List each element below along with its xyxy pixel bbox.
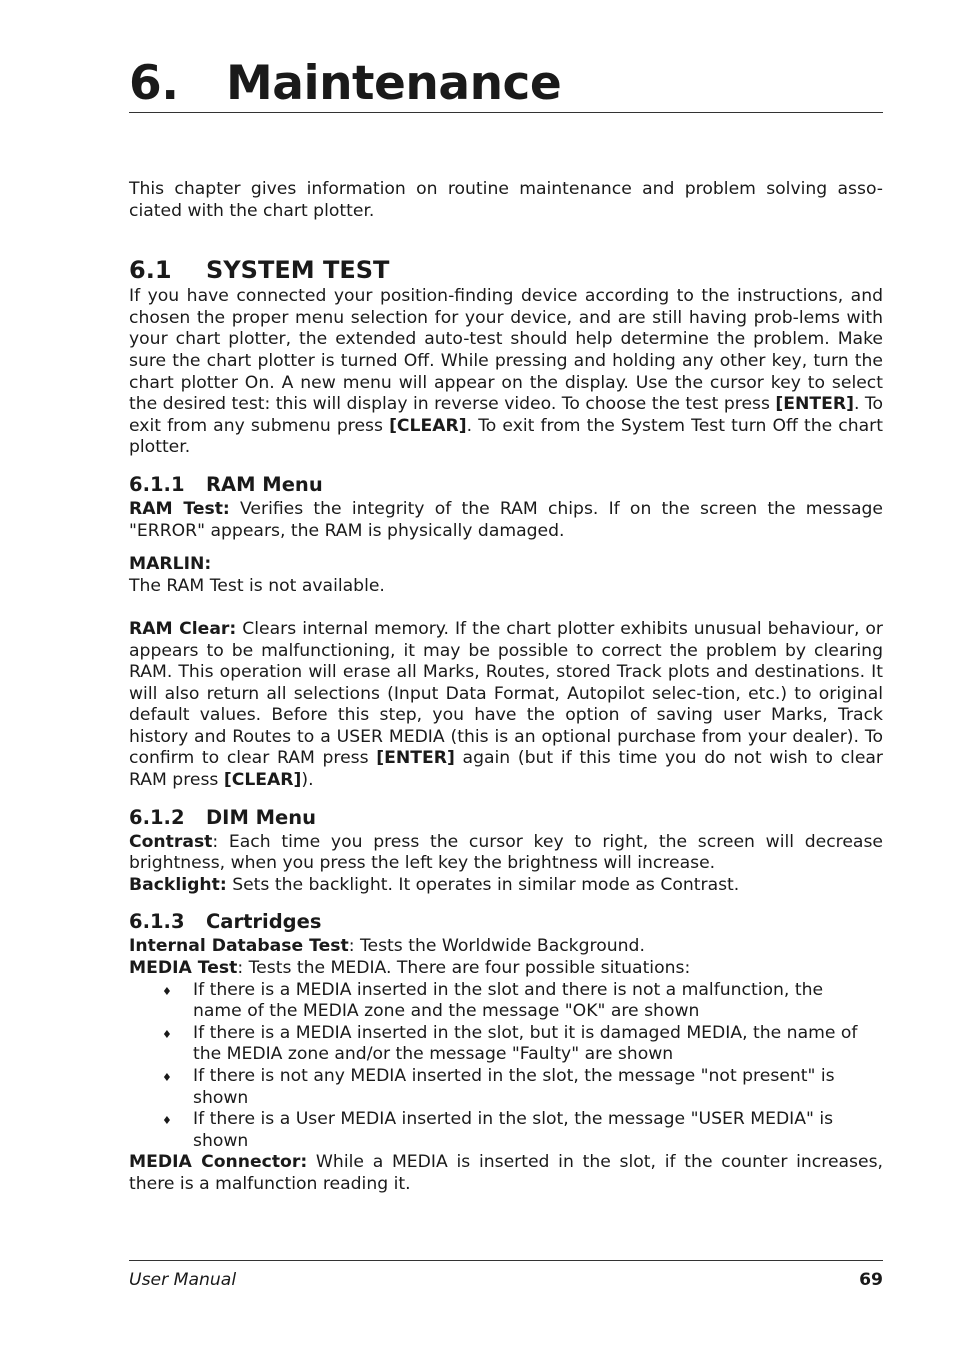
media-connector-label: MEDIA Connector: — [129, 1152, 308, 1173]
list-item: ♦ If there is not any MEDIA inserted in the slot, the message "not present" is shown — [162, 1066, 835, 1108]
internal-database-paragraph: Internal Database Test: Tests the Worldwide Background. — [129, 936, 645, 957]
list-item: ♦ If there is a MEDIA inserted in the slot and there is not a malfunction, the name of the MEDIA zone and the message "OK" are shown — [162, 979, 824, 1022]
page-number: 69 — [859, 1270, 883, 1290]
body-content — [129, 179, 883, 1196]
spacer — [129, 597, 883, 619]
ram-clear-paragraph: RAM Clear: Clears internal memory. If the chart plotter exhibits unusual behaviour, or appears to be malfunctioning, it may be possible to correct the problem by clearing RAM. This operation will erase all Marks, Routes, stored Track plots and destinations. It will also return all selections (Input Data Format, Autopilot selec-tion, etc.) to original default values. Before this step, you have the option of saving user Marks, Track history and Routes to a USER MEDIA (this is an optional purchase from your dealer). To confirm to clear RAM press [ENTER] again (but if this time you do not wish to clear RAM press [CLEAR]). — [129, 618, 884, 791]
chapter-title — [129, 56, 561, 112]
intro-paragraph: This chapter gives information on routine maintenance and problem solving asso-ciated with the chart plotter. — [129, 179, 883, 221]
subsection-heading-dim-menu: 6.1.2 DIM Menu — [129, 805, 317, 829]
section-title: SYSTEM TEST — [206, 256, 390, 285]
media-connector-paragraph: MEDIA Connector: While a MEDIA is inserted in the slot, if the counter increases, there is a malfunction reading it. — [129, 1152, 883, 1194]
marlin-note: The RAM Test is not available. — [129, 575, 385, 596]
subsection-heading-cartridges: 6.1.3 Cartridges — [129, 910, 322, 934]
media-situations-list — [129, 980, 862, 1153]
internal-database-label: Internal Database Test — [129, 936, 349, 957]
clear-key: [CLEAR] — [223, 770, 302, 791]
backlight-label: Backlight: — [129, 874, 227, 895]
backlight-paragraph: Backlight: Sets the backlight. It operates in similar mode as Contrast. — [129, 874, 740, 895]
contrast-label: Contrast — [129, 831, 213, 852]
media-test-paragraph: MEDIA Test: Tests the MEDIA. There are four possible situations: — [129, 958, 691, 979]
system-test-paragraph: If you have connected your position-finding device according to the instructions, and chosen the proper menu selection for your device, and are still having prob-lems with your chart plotter, the extended auto-test should help determine the problem. Make sure the chart plotter is turned Off. While pressing and holding any other key, turn the chart plotter On. A new menu will appear on the display. Use the cursor key to select the desired test: this will display in reverse video. To choose the test press [ENTER]. To exit from any submenu press [CLEAR]. To exit from the System Test turn Off the chart plotter. — [129, 286, 883, 458]
diamond-bullet-icon: ♦ — [162, 984, 172, 998]
title-rule — [129, 112, 883, 113]
contrast-paragraph: Contrast: Each time you press the cursor key to right, the screen will decrease brightness, when you press the left key the brightness will increase. — [129, 831, 883, 874]
diamond-bullet-icon: ♦ — [162, 1071, 172, 1084]
chapter-title-text: Maintenance — [226, 56, 562, 111]
footer-rule — [129, 1260, 883, 1261]
subsection-heading-ram-menu: 6.1.1 RAM Menu — [129, 472, 323, 496]
chapter-number: 6. — [129, 56, 179, 111]
ram-clear-label: RAM Clear: — [129, 618, 237, 639]
enter-key: [ENTER] — [376, 748, 455, 769]
footer-manual-label: User Manual — [129, 1270, 237, 1290]
list-item: ♦ If there is a MEDIA inserted in the slot, but it is damaged MEDIA, the name of the MEDIA zone and/or the message "Faulty" are shown — [162, 1022, 858, 1065]
list-item: ♦ If there is a User MEDIA inserted in the slot, the message "USER MEDIA" is shown — [162, 1109, 834, 1151]
marlin-label-line — [129, 554, 883, 576]
diamond-bullet-icon: ♦ — [162, 1114, 172, 1128]
clear-key: [CLEAR] — [389, 415, 467, 436]
diamond-bullet-icon: ♦ — [162, 1027, 172, 1041]
enter-key: [ENTER] — [775, 394, 854, 415]
media-test-label: MEDIA Test — [129, 958, 238, 979]
ram-test-label: RAM Test: — [129, 498, 230, 519]
section-heading-system-test — [129, 254, 883, 286]
section-number: 6.1 — [129, 256, 172, 285]
marlin-label: MARLIN: — [129, 554, 212, 575]
ram-test-paragraph: RAM Test: Verifies the integrity of the RAM chips. If on the screen the message "ERROR" appears, the RAM is physically damaged. — [129, 498, 883, 541]
